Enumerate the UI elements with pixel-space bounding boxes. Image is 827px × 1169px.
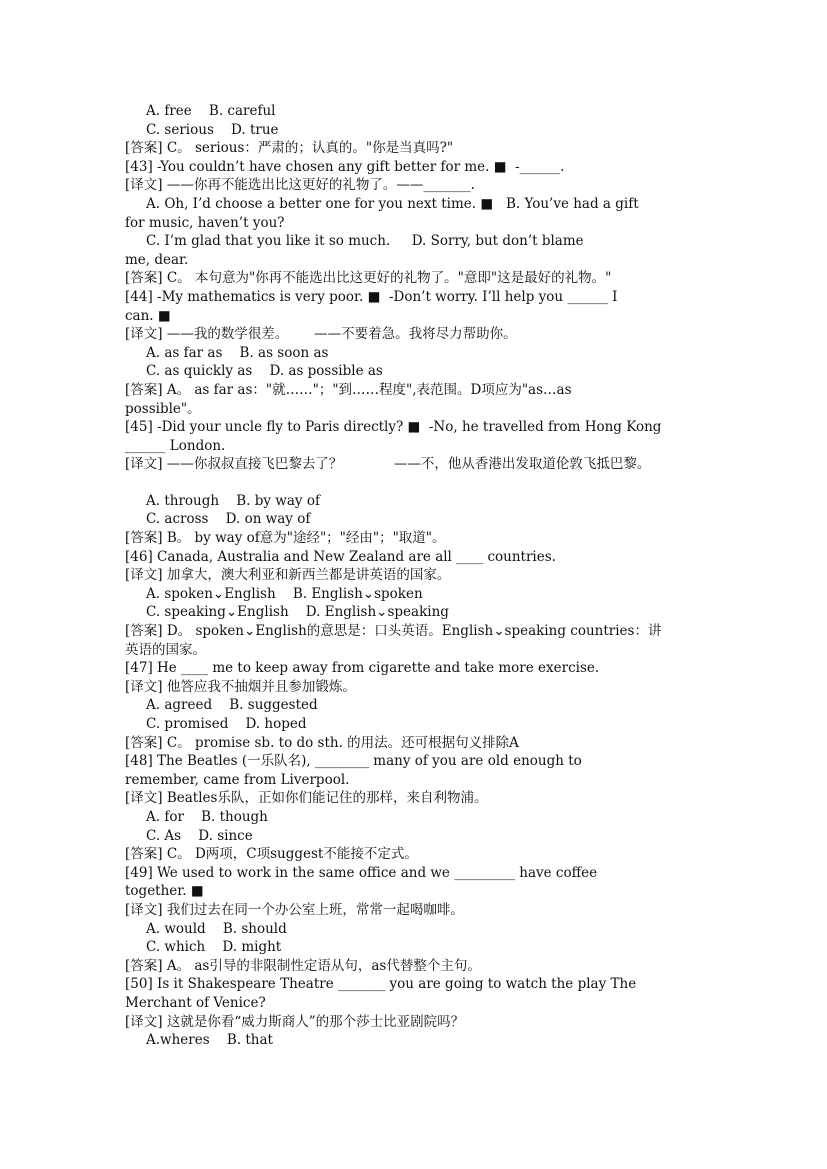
option-line: C. as quickly as D. as possible as xyxy=(146,363,383,380)
question-line: [45] -Did your uncle fly to Paris directly? ■ -No, he travelled from Hong Kong xyxy=(125,419,662,436)
translation-line: [译文] 他答应我不抽烟并且参加锻炼。 xyxy=(125,678,356,695)
option-line: A. as far as B. as soon as xyxy=(146,344,329,361)
answer-line: [答案] D。 spoken⌄English的意思是：口头英语。English⌄speaking countries：讲 xyxy=(125,623,662,640)
translation-line: [译文] Beatles乐队，正如你们能记住的那样，来自利物浦。 xyxy=(125,790,488,807)
translation-line: [译文] ——你叔叔直接飞巴黎去了？ ——不，他从香港出发取道伦敦飞抵巴黎。 xyxy=(125,456,651,473)
option-line: C. I’m glad that you like it so much. D. Sorry, but don’t blame xyxy=(146,233,584,250)
option-line: A. through B. by way of xyxy=(146,492,320,509)
answer-line: [答案] C。 本句意为"你再不能选出比这更好的礼物了。"意即"这是最好的礼物。" xyxy=(125,270,612,287)
option-line: C. serious D. true xyxy=(146,121,279,138)
question-line: 英语的国家。 xyxy=(125,641,206,658)
question-line: Merchant of Venice? xyxy=(125,994,266,1011)
option-line: C. across D. on way of xyxy=(146,511,311,528)
question-line: ______ London. xyxy=(125,437,226,454)
question-line: together. ■ xyxy=(125,883,204,900)
question-line: [50] Is it Shakespeare Theatre _______ you are going to watch the play The xyxy=(125,976,637,993)
option-line: A. Oh, I’d choose a better one for you next time. ■ B. You’ve had a gift xyxy=(146,195,639,212)
question-line: me, dear. xyxy=(125,251,189,268)
option-line: C. As D. since xyxy=(146,827,253,844)
question-line: remember, came from Liverpool. xyxy=(125,771,350,788)
translation-line: [译文] ——我的数学很差。 ——不要着急。我将尽力帮助你。 xyxy=(125,326,517,343)
document-body xyxy=(125,102,725,1050)
question-line: [44] -My mathematics is very poor. ■ -Don’t worry. I’ll help you ______ I xyxy=(125,288,618,305)
translation-line: [译文] 这就是你看“威力斯商人”的那个莎士比亚剧院吗？ xyxy=(125,1013,465,1030)
option-line: A. spoken⌄English B. English⌄spoken xyxy=(146,585,423,602)
option-line: A. free B. careful xyxy=(146,103,276,119)
question-line: [48] The Beatles (一乐队名), ________ many of you are old enough to xyxy=(125,753,582,770)
question-line: for music, haven’t you? xyxy=(125,214,285,231)
blank-line xyxy=(125,474,725,492)
question-line: [43] -You couldn’t have chosen any gift better for me. ■ -______. xyxy=(125,158,565,175)
answer-line: [答案] C。 promise sb. to do sth. 的用法。还可根据句义排除A xyxy=(125,734,519,751)
option-line: C. speaking⌄English D. English⌄speaking xyxy=(146,604,449,621)
answer-line: [答案] A。 as far as："就……"；"到……程度",表范围。D项应为"as…as xyxy=(125,381,572,398)
translation-line: [译文] 我们过去在同一个办公室上班，常常一起喝咖啡。 xyxy=(125,901,464,918)
answer-line: [答案] C。 D两项，C项suggest不能接不定式。 xyxy=(125,846,418,863)
option-line: A. for B. though xyxy=(146,808,268,825)
option-line: A.wheres B. that xyxy=(146,1032,273,1049)
answer-line: [答案] B。 by way of意为"途经"；"经由"；"取道"。 xyxy=(125,530,446,547)
question-line: [49] We used to work in the same office and we _________ have coffee xyxy=(125,864,598,881)
question-line: can. ■ xyxy=(125,307,171,324)
question-line: [46] Canada, Australia and New Zealand are all ____ countries. xyxy=(125,548,556,565)
option-line: A. would B. should xyxy=(146,920,287,937)
option-line: C. which D. might xyxy=(146,939,282,956)
translation-line: [译文] ——你再不能选出比这更好的礼物了。——_______. xyxy=(125,177,475,194)
option-line: C. promised D. hoped xyxy=(146,716,307,732)
option-line: A. agreed B. suggested xyxy=(146,697,318,714)
answer-line: [答案] C。 serious：严肃的；认真的。"你是当真吗?" xyxy=(125,140,454,157)
translation-line: [译文] 加拿大，澳大利亚和新西兰都是讲英语的国家。 xyxy=(125,567,451,584)
question-line: possible"。 xyxy=(125,400,201,417)
answer-line: [答案] A。 as引导的非限制性定语从句，as代替整个主句。 xyxy=(125,957,481,974)
question-line: [47] He ____ me to keep away from cigarette and take more exercise. xyxy=(125,660,600,677)
